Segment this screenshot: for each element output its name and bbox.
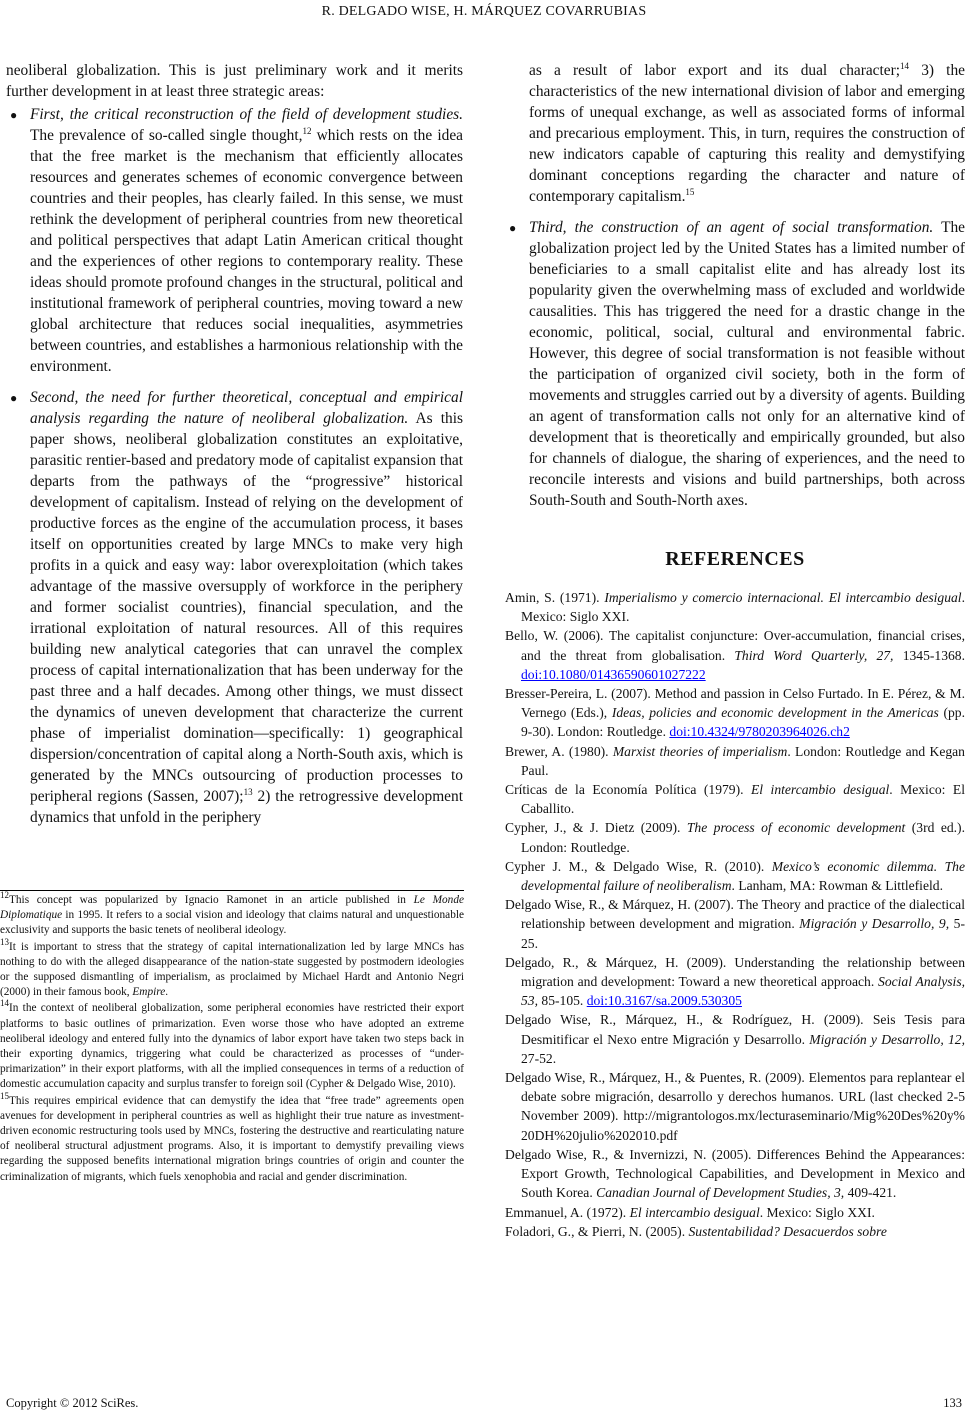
reference-item: Amin, S. (1971). Imperialismo y comercio internacional. El intercambio desigual. Mexico: Siglo XXI.	[505, 590, 965, 625]
reference-item: Cypher, J., & J. Dietz (2009). The process of economic development (3rd ed.). London: Routledge.	[505, 820, 965, 855]
footnotes	[0, 890, 464, 1186]
page-footer	[6, 1396, 962, 1411]
list-item-third	[505, 217, 965, 511]
footnote-ref[interactable]: 13	[243, 786, 253, 797]
intro-paragraph: neoliberal globalization. This is just preliminary work and it merits further development in at least three strategic areas:	[6, 62, 463, 100]
reference-item: Cypher J. M., & Delgado Wise, R. (2010). Mexico’s economic dilemma. The developmental failure of neoliberalism. Lanham, MA: Rowman & Littlefield.	[505, 858, 965, 894]
bullet-icon: ●	[10, 108, 18, 122]
doi-link[interactable]: doi:10.1080/01436590601027222	[521, 666, 706, 682]
reference-item: Emmanuel, A. (1972). El intercambio desigual. Mexico: Siglo XXI.	[505, 1204, 875, 1220]
bullet-icon: ●	[10, 391, 18, 405]
doi-link[interactable]: doi:10.4324/9780203964026.ch2	[669, 724, 850, 740]
bullet-text: 2) the retrogressive development dynamics that unfold in the periphery	[30, 788, 463, 826]
footnote-ref[interactable]: 15	[685, 186, 695, 197]
footnote-14: $^{14}$In the context of neoliberal globalization, some peripheral economies have restricted their export platforms to basic outlines of primarization. Even worse those who have adopted an extreme neoliberal ideology and entered fully into the dynamics of labor export have taken two steps back in their exporting dynamics, triggering what could be characterized as processes of “under-primarization” in their export platforms, with all the implied consequences in terms of a reduction of domestic accumulation capacity and surplus transfer to foreign soil (Cypher & Delgado Wise, 2010).	[0, 998, 464, 1091]
footnote-ref[interactable]: 12	[302, 125, 312, 136]
bullet-text: as a result of labor export and its dual character;	[529, 62, 901, 79]
references-list	[505, 588, 965, 1241]
bullet-lead-rest: , the need for further theoretical, conceptual and empirical analysis regarding the nature of neoliberal globalization.	[30, 389, 463, 427]
reference-item: Delgado Wise, R., & Márquez, H. (2007). The Theory and practice of the dialectical relationship between development and migration. Migración y Desarrollo, 9, 5-25.	[505, 897, 965, 951]
reference-item: Delgado, R., & Márquez, H. (2009). Understanding the relationship between migration and development: Toward a new theoretical approach. Social Analysis, 53, 85-105. doi:10.3167/sa.2009.530305	[505, 954, 966, 1009]
bullet-text: The globalization project led by the United States has a limited number of beneficiaries to a small capitalist elite and has already lost its popularity given the overwhelming mass of excluded and worldwide causalities. This has triggered the need for a drastic change in the economic, political, social, cultural and environmental fabric. However, this degree of social transformation is not feasible without the participation of organized civil society, both in the form of movements and struggles carried out by a diversity of agents. Building an agent of transformation calls not only for an alternative kind of development that is theoretically and empirically grounded, but also for channels of dialogue, the sharing of experiences, and the need to reconcile interests and visions and build partnerships, both across South-South and South-North axes.	[529, 219, 965, 509]
references-heading: REFERENCES	[665, 548, 805, 570]
bullet-icon: ●	[509, 221, 517, 235]
reference-item: Delgado Wise, R., Márquez, H., & Rodríguez, H. (2009). Seis Tesis para Desmitificar el Nexo entre Migración y Desarrollo. Migración y Desarrollo, 12, 27-52.	[505, 1012, 965, 1066]
reference-item: Bresser-Pereira, L. (2007). Method and passion in Celso Furtado. In E. Pérez, & M. Vernego (Eds.), Ideas, policies and economic development in the Americas (pp. 9-30). London: Routledge. doi:10.4324/9780203964026.ch2	[505, 686, 965, 740]
bullet-lead: Second	[30, 389, 75, 406]
list-item-first	[6, 104, 463, 377]
bullet-lead: First	[30, 106, 60, 123]
reference-item: Brewer, A. (1980). Marxist theories of imperialism. London: Routledge and Kegan Paul.	[505, 743, 965, 778]
bullet-text: The prevalence of so-called single thought,	[30, 127, 303, 144]
reference-item: Bello, W. (2006). The capitalist conjuncture: Over-accumulation, financial crises, and the threat from globalisation. Third Word Quarterly, 27, 1345-1368. doi:10.1080/01436590601027222	[505, 628, 965, 682]
bullet-lead: Third	[529, 219, 563, 236]
footnote-divider	[0, 890, 464, 891]
page-number: 133	[943, 1396, 962, 1410]
reference-item: Delgado Wise, R., & Invernizzi, N. (2005). Differences Behind the Appearances: Export Growth, Technological Capabilities, and Development in Mexico and South Korea. Canadian Journal of Development Studies, 3, 409-421.	[505, 1146, 965, 1201]
left-column	[6, 60, 463, 828]
running-head: R. DELGADO WISE, H. MÁRQUEZ COVARRUBIAS	[321, 4, 647, 19]
bullet-text: As this paper shows, neoliberal globalization constitutes an exploitative, parasitic rentier-based and predatory mode of capitalist expansion that departs from the pathways of the “progressive” historical development of capitalism. Instead of relying on the development of productive forces as the engine of the accumulation process, it bases itself on opportunities created by large MNCs to make very high profits in a quick and easy way: labor overexploitation (which takes advantage of the massive oversupply of workforce in the periphery and former socialist countries), financial speculation, and the irrational exploitation of natural resources. All of this requires building new analytical categories that can unravel the complex process of capital internationalization that has been underway for the past three and a half decades. Among other things, we must dissect the dynamics of uneven development that characterize the current phase of imperialist domination—specifically: 1) geographical dispersion/concentration of capital along a North-South axis, which is generated by the MNCs outsourcing of production processes to peripheral regions (Sassen, 2007);	[30, 410, 463, 805]
right-column	[505, 60, 965, 1241]
list-item-second-continued	[505, 60, 965, 207]
footnote-15: $^{15}$This requires empirical evidence that can demystify the idea that “free trade” agreements open avenues for development in peripheral countries as well as highlight their true nature as investment-driven economic restructuring tools used by MNCs, fostering the destructive and rearticulating nature of neoliberal structural adjustment programs. Also, it is important to demystify prevailing views regarding the supposed benefits international migration brings countries of origin and counter the criminalization of migrants, which fuels xenophobia and racial and gender discrimination.	[0, 1090, 464, 1183]
footnote-12: $^{12}$This concept was popularized by Ignacio Ramonet in an article published in Le Monde Diplomatique in 1995. It refers to a social vision and ideology that claims natural and unquestionable exclusivity and supports the basic tenets of neoliberal ideology.	[0, 890, 464, 937]
list-item-second	[6, 387, 463, 828]
bullet-text: 3) the characteristics of the new international division of labor and emerging forms of unequal exchange, as well as associated forms of informal and precarious employment. This, in turn, requires the construction of new indicators capable of capturing this reality and demystifying dominant conceptions regarding the character and nature of contemporary capitalism.	[529, 62, 965, 205]
footnote-ref[interactable]: 14	[900, 60, 910, 71]
bullet-lead-rest: , the construction of an agent of social transformation.	[562, 219, 934, 236]
bullet-text: which rests on the idea that the free market is the mechanism that efficiently allocates resources and generates schemes of economic convergence between countries and their peoples, has clearly failed. In this sense, we must rethink the development of peripheral countries from new theoretical and political perspectives that adapt Latin American critical thought and the experiences of other regions to contemporary reality. These ideas should promote profound changes in the structural, political and institutional framework of peripheral countries, moving toward a new global architecture that reduces social inequalities, asymmetries between countries, and establishes a harmonious relationship with the environment.	[30, 127, 463, 375]
copyright-text: Copyright © 2012 SciRes.	[6, 1396, 139, 1410]
doi-link[interactable]: doi:10.3167/sa.2009.530305	[586, 993, 742, 1009]
reference-item: Críticas de la Economía Política (1979). El intercambio desigual. Mexico: El Caballito.	[505, 782, 965, 817]
reference-item: Foladori, G., & Pierri, N. (2005). Sustentabilidad? Desacuerdos sobre	[505, 1223, 887, 1239]
reference-item: Delgado Wise, R., Márquez, H., & Puentes, R. (2009). Elementos para replantear el debate sobre migración, desarrollo y derechos humanos. URL (last checked 2-5 November 2009). http://migrantologos.mx/lecturaseminario/Mig%20Des%20y%20DH%20julio%202010.pdf	[505, 1070, 965, 1143]
bullet-lead-rest: , the critical reconstruction of the field of development studies.	[59, 106, 463, 123]
footnote-13: $^{13}$It is important to stress that the strategy of capital internationalization led by large MNCs has nothing to do with the alleged disappearance of the nation-state suggested by postmodern ideologies or the supposed dismantling of imperialism, as proclaimed by Michael Hardt and Antonio Negri (2000) in their famous book, Empire.	[0, 936, 464, 999]
